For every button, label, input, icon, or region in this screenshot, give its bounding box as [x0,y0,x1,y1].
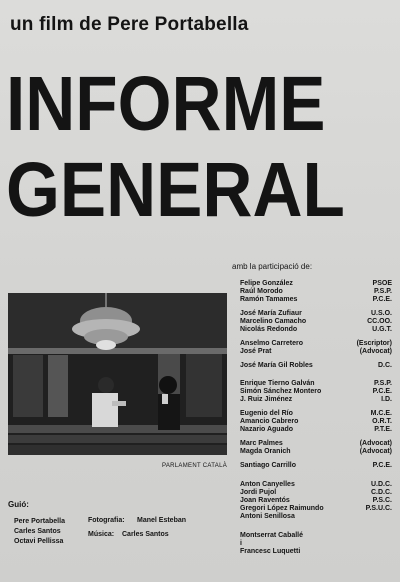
participant-group [240,481,392,513]
participant-row [240,340,392,348]
participant-group [240,440,392,456]
participant-row [240,481,392,489]
participant-name: José Prat [240,348,272,355]
participant-group [240,362,392,370]
participant-affiliation: I.D. [381,396,392,403]
participant-row [240,296,392,304]
parliament-photo [8,293,227,455]
participant-affiliation: P.C.E. [372,296,392,303]
participant-row [240,410,392,418]
participant-affiliation: D.C. [378,362,392,369]
participant-name: Jordi Pujol [240,489,277,496]
title-line-1: INFORME [6,61,326,147]
participant-group [240,280,392,304]
participant-row [240,348,392,356]
participant-row [240,489,392,497]
participant-affiliation: P.S.P. [373,288,392,295]
title-line-2: GENERAL [6,147,345,233]
participant-name: Magda Oranich [240,448,291,455]
participation-heading: amb la participació de: [232,262,313,271]
guio-name: Octavi Pellissa [14,538,64,545]
participant-row [240,326,392,334]
participant-name: Montserrat Caballé [240,532,304,539]
participant-row [240,310,392,318]
participant-name: i [240,540,242,547]
participant-affiliation: U.G.T. [372,326,392,333]
participant-affiliation: P.C.E. [372,388,392,395]
participant-row [240,380,392,388]
participant-affiliation: CC.OO. [367,318,392,325]
participant-row [240,440,392,448]
participant-group [240,340,392,356]
participant-row [240,505,392,513]
participant-row [240,448,392,456]
participant-name: Eugenio del Río [240,410,293,417]
participant-name: Felipe González [240,280,293,287]
participant-name: Anton Canyelles [240,481,295,488]
participant-group [240,532,392,556]
participant-group [240,462,392,470]
participant-name: Simón Sánchez Montero [240,388,322,395]
guio-name: Pere Portabella [14,518,65,525]
fotografia-label: Fotografia: [88,517,125,524]
participant-name: Raúl Morodo [240,288,283,295]
participant-name: Anselmo Carretero [240,340,304,347]
photo-caption: PARLAMENT CATALÀ [162,463,228,469]
guio-label: Guió: [8,500,29,509]
participant-affiliation: (Advocat) [359,448,392,455]
participant-name: José María Gil Robles [240,362,313,369]
participant-affiliation: C.D.C. [371,489,392,496]
participant-row [240,280,392,288]
participant-affiliation: (Escriptor) [356,340,392,347]
musica-value: Carles Santos [122,531,169,538]
participant-row [240,418,392,426]
participant-name: José María Zufiaur [240,310,302,317]
participant-affiliation: U.S.O. [370,310,392,317]
participant-affiliation: P.S.P. [373,380,392,387]
participant-affiliation: U.D.C. [371,481,392,488]
participant-name: Marcelino Camacho [240,318,307,325]
participant-row [240,396,392,404]
participant-group [240,410,392,434]
participant-affiliation: (Advocat) [359,348,392,355]
participant-name: Ramón Tamames [240,296,298,303]
participant-row [240,318,392,326]
participant-name: Enrique Tierno Galván [240,380,315,387]
participant-name: Nazario Aguado [240,426,294,433]
participant-name: Gregori López Raimundo [240,505,324,512]
participant-row [240,388,392,396]
guio-list [14,517,65,547]
participant-name: Santiago Carrillo [240,462,297,469]
participant-affiliation: M.C.E. [370,410,392,417]
participant-name: Antoni Senillosa [240,513,295,520]
participant-name: Nicolás Redondo [240,326,298,333]
participant-affiliation: P.S.C. [372,497,392,504]
participant-group [240,380,392,404]
participant-group [240,513,392,521]
participant-row [240,540,392,548]
participant-affiliation: (Advocat) [359,440,392,447]
participant-affiliation: P.S.U.C. [365,505,392,512]
musica-label: Música: [88,531,115,538]
participant-affiliation: PSOE [372,280,392,287]
participant-affiliation: O.R.T. [372,418,392,425]
participant-name: J. Ruiz Jiménez [240,396,293,403]
director-line: un film de Pere Portabella [10,14,249,35]
participant-name: Marc Palmes [240,440,283,447]
participant-row [240,548,392,556]
participant-row [240,462,392,470]
participant-row [240,288,392,296]
participant-row [240,426,392,434]
participant-affiliation: P.C.E. [372,462,392,469]
participant-row [240,532,392,540]
participant-row [240,362,392,370]
participant-name: Joan Raventós [240,497,290,504]
participant-row [240,513,392,521]
fotografia-value: Manel Esteban [137,517,187,524]
participant-affiliation: P.T.E. [374,426,392,433]
participant-name: Francesc Luquetti [240,548,301,555]
participant-name: Amancio Cabrero [240,418,299,425]
participant-row [240,497,392,505]
guio-name: Carles Santos [14,528,61,535]
participant-group [240,310,392,334]
